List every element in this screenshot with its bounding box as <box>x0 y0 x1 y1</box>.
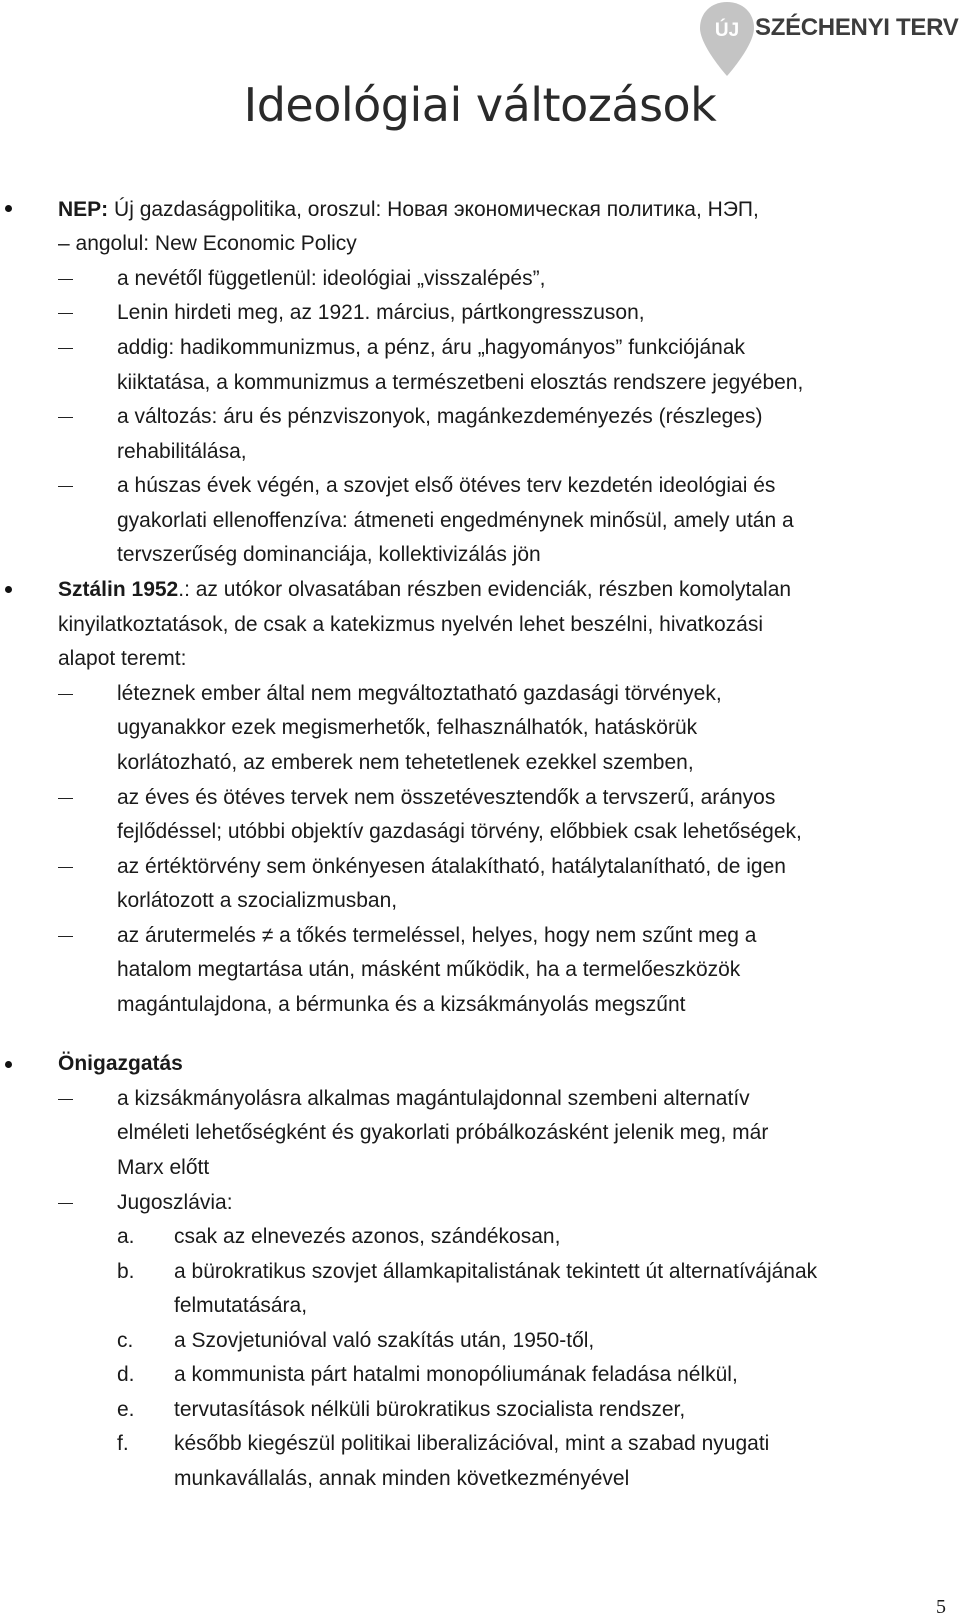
bullet-icon <box>5 586 12 593</box>
self-management-item-text: a kizsákmányolásra alkalmas magántulajdonnal szembeni alternatív <box>117 1087 750 1110</box>
list-item-text: a bürokratikus szovjet államkapitalistának tekintett út alternatívájának <box>174 1260 818 1283</box>
nep-item-text: a változás: áru és pénzviszonyok, magánkezdeményezés (részleges) <box>117 405 763 428</box>
dash-icon <box>58 936 73 937</box>
stalin-intro-line2: kinyilatkoztatások, de csak a katekizmus nyelvén lehet beszélni, hivatkozási <box>58 613 764 636</box>
dash-icon <box>58 417 73 418</box>
list-letter: e. <box>117 1398 135 1421</box>
nep-item-text: rehabilitálása, <box>117 440 247 463</box>
dash-icon <box>58 348 73 349</box>
nep-item-text: gyakorlati ellenoffenzíva: átmeneti engedménynek minősül, amely után a <box>117 509 794 532</box>
stalin-item-text: hatalom megtartása után, másként működik, ha a termelőeszközök <box>117 958 741 981</box>
dash-icon <box>58 1099 73 1100</box>
list-item-text: később kiegészül politikai liberalizációval, mint a szabad nyugati <box>174 1432 770 1455</box>
stalin-item-text: korlátozható, az emberek nem tehetetlenek ezekkel szemben, <box>117 751 694 774</box>
self-management-item-text: Marx előtt <box>117 1156 210 1179</box>
nep-item-text: addig: hadikommunizmus, a pénz, áru „hagyományos” funkciójának <box>117 336 746 359</box>
nep-item-text: a húszas évek végén, a szovjet első ötéves terv kezdetén ideológiai és <box>117 474 776 497</box>
nep-item-text: kiiktatása, a kommunizmus a természetbeni elosztás rendszere jegyében, <box>117 371 804 394</box>
self-management-item-text: elméleti lehetőségként és gyakorlati próbálkozásként jelenik meg, már <box>117 1121 769 1144</box>
stalin-item-text: az árutermelés ≠ a tőkés termeléssel, helyes, hogy nem szűnt meg a <box>117 924 757 947</box>
self-management-heading: Önigazgatás <box>58 1052 183 1075</box>
list-item-text: munkavállalás, annak minden következményével <box>174 1467 630 1490</box>
stalin-heading: Sztálin 1952 <box>58 578 179 601</box>
logo-text: SZÉCHENYI TERV <box>755 14 959 41</box>
nep-heading-line <box>58 199 759 220</box>
szechenyi-terv-logo <box>697 0 960 80</box>
list-item-text: a Szovjetunióval való szakítás után, 1950-től, <box>174 1329 595 1352</box>
list-letter: d. <box>117 1363 135 1386</box>
list-item-text: csak az elnevezés azonos, szándékosan, <box>174 1225 561 1248</box>
list-letter: b. <box>117 1260 135 1283</box>
list-letter: c. <box>117 1329 134 1352</box>
location-pin-icon <box>697 0 757 78</box>
list-item-text: tervutasítások nélküli bürokratikus szocialista rendszer, <box>174 1398 686 1421</box>
stalin-item-text: ugyanakkor ezek megismerhetők, felhasználhatók, hatáskörük <box>117 716 698 739</box>
stalin-item-text: az értéktörvény sem önkényesen átalakítható, hatálytalanítható, de igen <box>117 855 786 878</box>
list-item-text: felmutatására, <box>174 1294 308 1317</box>
logo-pin-text: ÚJ <box>714 20 740 41</box>
dash-icon <box>58 867 73 868</box>
dash-icon <box>58 798 73 799</box>
nep-item-text: a nevétől függetlenül: ideológiai „visszalépés”, <box>117 267 546 290</box>
stalin-item-text: az éves és ötéves tervek nem összetévesztendők a tervszerű, arányos <box>117 786 776 809</box>
page-title: Ideológiai változások <box>243 78 717 132</box>
dash-icon <box>58 694 73 695</box>
nep-item-text: tervszerűség dominanciája, kollektivizálás jön <box>117 543 541 566</box>
nep-intro: Új gazdaságpolitika, oroszul: Новая экономическая политика, НЭП, <box>108 198 759 221</box>
dash-icon <box>58 279 73 280</box>
stalin-intro: .: az utókor olvasatában részben evidenciák, részben komolytalan <box>178 578 792 601</box>
page-number: 5 <box>936 1596 946 1618</box>
stalin-item-text: léteznek ember által nem megváltoztatható gazdasági törvények, <box>117 682 722 705</box>
dash-icon <box>58 1203 73 1204</box>
dash-icon <box>58 313 73 314</box>
self-management-item-text: Jugoszlávia: <box>117 1191 233 1214</box>
bullet-icon <box>5 1061 12 1068</box>
bullet-icon <box>5 205 12 212</box>
list-item-text: a kommunista párt hatalmi monopóliumának feladása nélkül, <box>174 1363 738 1386</box>
stalin-intro-line3: alapot teremt: <box>58 647 187 670</box>
nep-item-text: Lenin hirdeti meg, az 1921. március, pártkongresszuson, <box>117 301 645 324</box>
stalin-item-text: magántulajdona, a bérmunka és a kizsákmányolás megszűnt <box>117 993 686 1016</box>
list-letter: f. <box>117 1432 129 1455</box>
stalin-item-text: korlátozott a szocializmusban, <box>117 889 398 912</box>
nep-intro-line2: – angolul: New Economic Policy <box>58 232 357 255</box>
nep-heading: NEP: <box>58 198 109 221</box>
stalin-item-text: fejlődéssel; utóbbi objektív gazdasági törvény, előbbiek csak lehetőségek, <box>117 820 802 843</box>
dash-icon <box>58 486 73 487</box>
stalin-heading-line <box>58 579 791 600</box>
list-letter: a. <box>117 1225 135 1248</box>
